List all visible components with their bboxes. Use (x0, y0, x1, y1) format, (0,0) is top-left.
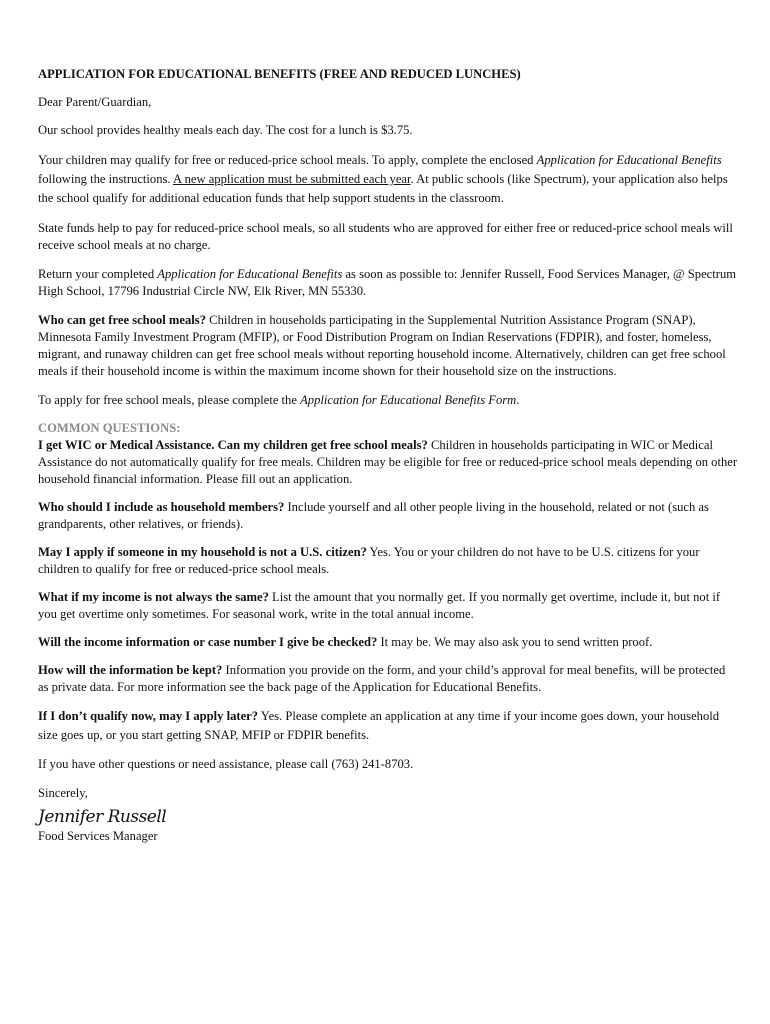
faq-item (38, 589, 738, 623)
who-free-question: Who can get free school meals? (38, 313, 207, 327)
faq-question: How will the information be kept? (38, 663, 223, 677)
common-questions-heading: COMMON QUESTIONS: (38, 421, 181, 435)
apply-free-paragraph (38, 392, 738, 409)
faq-answer: Children in households participating in WIC or Medical Assistance do not automatically qualify for free meals. Children may be eligible for free or reduced-price school meals depending on other household financial information. Please fill out an application. (38, 438, 738, 486)
greeting: Dear Parent/Guardian, (38, 95, 152, 109)
return-text-2: as soon as possible to: Jennifer Russell, Food Services Manager, @ Spectrum High School, 17796 Industrial Circle NW, Elk River, MN 55330. (38, 267, 737, 298)
faq-list (38, 437, 738, 745)
apply-free-text-1: To apply for free school meals, please complete the (38, 393, 301, 407)
closing: Sincerely, (38, 786, 88, 800)
state-funds-paragraph: State funds help to pay for reduced-price school meals, so all students who are approved for either free or reduced-price school meals will receive school meals at no charge. (38, 221, 733, 252)
qualify-text-1: Your children may qualify for free or reduced-price school meals. To apply, complete the enclosed (38, 153, 537, 167)
faq-question: Who should I include as household members? (38, 500, 285, 514)
faq-answer: Yes. Please complete an application at any time if your income goes down, your household size goes up, or you start getting SNAP, MFIP or FDPIR benefits. (38, 709, 720, 742)
apply-free-form-name: Application for Educational Benefits Form (300, 393, 517, 407)
return-text-1: Return your completed (38, 267, 158, 281)
qualify-text-2: following the instructions. (38, 172, 174, 186)
qualify-paragraph (38, 151, 738, 208)
qualify-text-3: . At public schools (like Spectrum), your application also helps the school qualify for additional education funds that help support students in the classroom. (38, 172, 728, 205)
faq-item (38, 634, 738, 651)
faq-answer: Include yourself and all other people living in the household, related or not (such as grandparents, other relatives, or friends). (38, 500, 709, 531)
faq-answer: Yes. You or your children do not have to be U.S. citizens for your children to qualify for free or reduced-price school meals. (38, 545, 700, 576)
apply-free-text-2: . (516, 393, 520, 407)
letter-page (38, 66, 738, 845)
faq-item (38, 544, 738, 578)
faq-item (38, 437, 738, 488)
faq-answer: Information you provide on the form, and your child’s approval for meal benefits, will be protected as private data. For more information see the back page of the Application for Educational Benefits. (38, 663, 726, 694)
handwritten-signature: Jennifer Russell (38, 807, 167, 827)
return-form-name: Application for Educational Benefits (157, 267, 343, 281)
faq-item (38, 707, 738, 745)
faq-question: May I apply if someone in my household is not a U.S. citizen? (38, 545, 367, 559)
faq-answer: It may be. We may also ask you to send written proof. (377, 635, 653, 649)
intro-paragraph: Our school provides healthy meals each day. The cost for a lunch is $3.75. (38, 123, 413, 137)
faq-item (38, 499, 738, 533)
form-name-italic: Application for Educational Benefits (536, 153, 722, 167)
signer-title: Food Services Manager (38, 829, 158, 843)
faq-answer: List the amount that you normally get. If you normally get overtime, include it, but not if you get overtime only sometimes. For seasonal work, write in the total annual income. (38, 590, 721, 621)
annual-application-note: A new application must be submitted each year (173, 172, 411, 186)
who-free-answer: Children in households participating in the Supplemental Nutrition Assistance Program (SNAP), Minnesota Family Investment Program (MFIP), or Food Distribution Program on Indian Reservations (FDPIR), and foster, homeless, migrant, and runaway children can get free school meals without reporting household income. Alternatively, children can get free school meals if their household income is within the maximum income shown for their household size on the instructions. (38, 313, 726, 378)
contact-paragraph: If you have other questions or need assistance, please call (763) 241-8703. (38, 757, 414, 771)
faq-question: What if my income is not always the same? (38, 590, 269, 604)
faq-item (38, 662, 738, 696)
return-paragraph (38, 266, 738, 300)
faq-question: I get WIC or Medical Assistance. Can my children get free school meals? (38, 438, 428, 452)
document-title: APPLICATION FOR EDUCATIONAL BENEFITS (FREE AND REDUCED LUNCHES) (38, 67, 521, 81)
faq-question: Will the income information or case number I give be checked? (38, 635, 378, 649)
faq-question: If I don’t qualify now, may I apply later? (38, 709, 259, 723)
who-free-paragraph (38, 312, 738, 380)
